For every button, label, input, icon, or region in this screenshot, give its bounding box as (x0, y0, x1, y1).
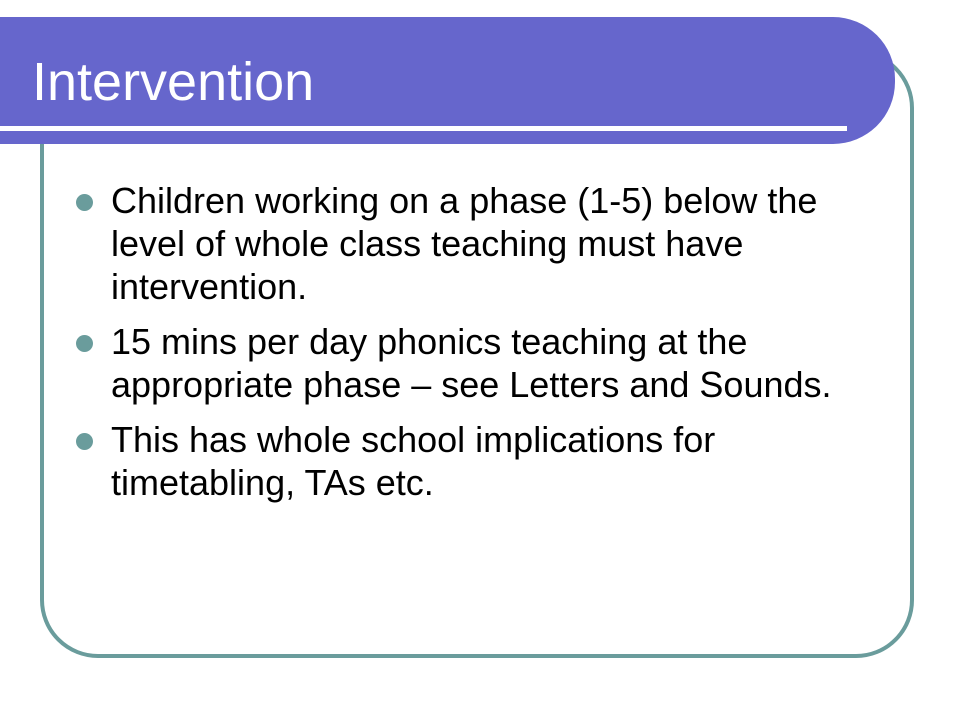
bullet-text: This has whole school implications for timetabling, TAs etc. (111, 419, 716, 503)
bullet-list (0, 179, 891, 516)
bullet-dot-icon (76, 335, 93, 352)
title-bar (0, 17, 895, 144)
bullet-text: 15 mins per day phonics teaching at the appropriate phase – see Letters and Sounds. (111, 321, 832, 405)
bullet-item (0, 320, 891, 406)
bullet-dot-icon (76, 433, 93, 450)
bullet-dot-icon (76, 194, 93, 211)
bullet-text: Children working on a phase (1-5) below the level of whole class teaching must have intervention. (111, 180, 818, 307)
bullet-item (0, 418, 891, 504)
title-underline (0, 126, 847, 131)
slide-title: Intervention (32, 52, 315, 112)
bullet-item (0, 179, 891, 308)
